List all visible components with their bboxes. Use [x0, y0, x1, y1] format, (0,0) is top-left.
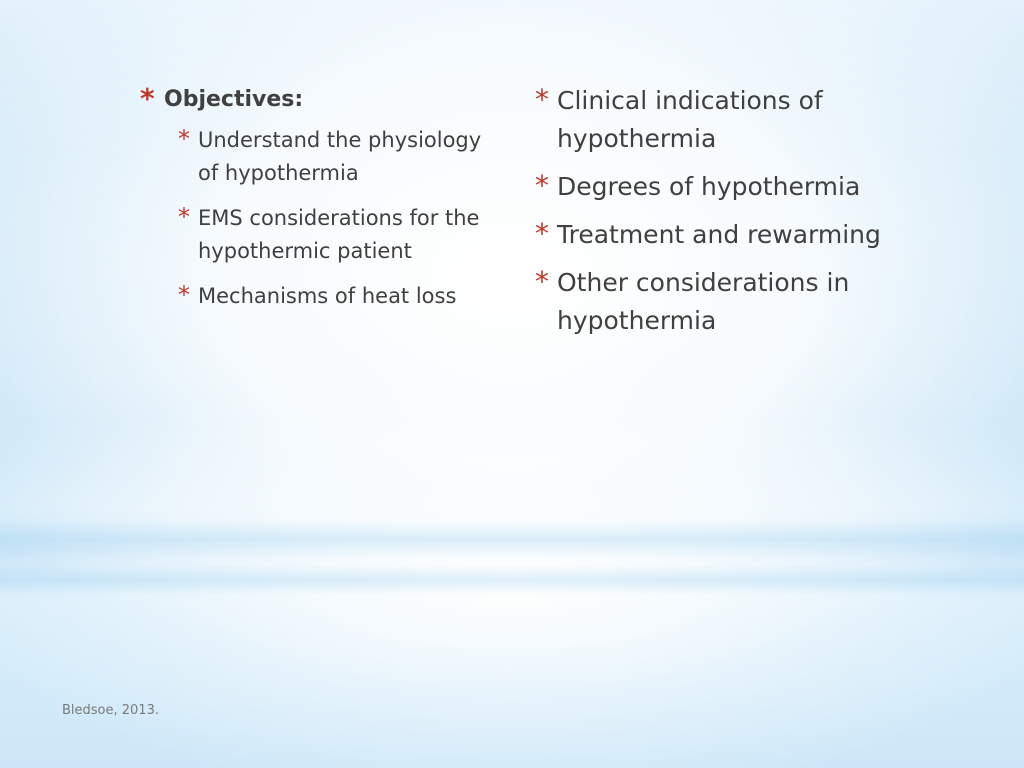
asterisk-bullet-icon: * — [140, 82, 155, 115]
objectives-heading: Objectives: — [164, 87, 304, 112]
asterisk-bullet-icon: * — [178, 125, 190, 153]
asterisk-bullet-icon: * — [535, 217, 549, 250]
asterisk-bullet-icon: * — [535, 83, 549, 116]
list-item — [535, 264, 915, 340]
list-item-text: Mechanisms of heat loss — [198, 284, 457, 308]
asterisk-bullet-icon: * — [178, 281, 190, 309]
list-item — [178, 124, 500, 190]
list-item — [178, 280, 500, 313]
list-item-text: Clinical indications of hypothermia — [557, 86, 823, 153]
asterisk-bullet-icon: * — [535, 265, 549, 298]
list-item-text: EMS considerations for the hypothermic patient — [198, 206, 480, 263]
objectives-list — [178, 124, 500, 313]
list-item-text: Treatment and rewarming — [557, 220, 881, 249]
list-item-text: Degrees of hypothermia — [557, 172, 861, 201]
right-column — [535, 82, 915, 350]
background-band — [0, 565, 1024, 595]
list-item — [178, 202, 500, 268]
objectives-heading-item — [140, 82, 500, 118]
asterisk-bullet-icon: * — [178, 203, 190, 231]
left-column — [140, 82, 500, 325]
background-band — [0, 520, 1024, 558]
list-item-text: Other considerations in hypothermia — [557, 268, 850, 335]
list-item — [535, 168, 915, 206]
footer-citation: Bledsoe, 2013. — [62, 703, 159, 718]
list-item — [535, 82, 915, 158]
list-item — [535, 216, 915, 254]
list-item-text: Understand the physiology of hypothermia — [198, 128, 482, 185]
asterisk-bullet-icon: * — [535, 169, 549, 202]
